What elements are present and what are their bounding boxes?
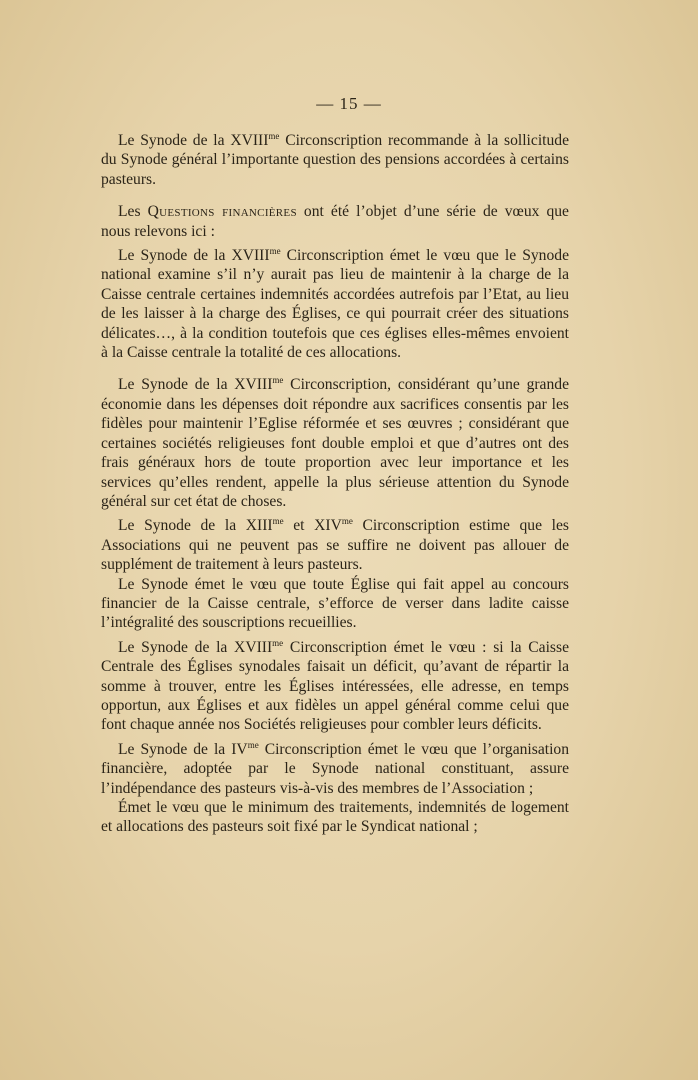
paragraph-deficit bbox=[101, 638, 569, 735]
superscript: me bbox=[272, 637, 284, 648]
paragraph-traitements bbox=[101, 798, 569, 837]
page-number: — 15 — bbox=[316, 94, 382, 113]
text-run: Le Synode de la IV bbox=[118, 740, 248, 758]
superscript: me bbox=[247, 739, 259, 750]
paragraph-associations bbox=[101, 516, 569, 574]
paragraph-questions-intro bbox=[101, 202, 569, 241]
text-run: Circonscription émet le vœu : si la Caisse Centrale des Églises synodales faisait un déficit, qu’avant de répartir la somme à trouver, entre les Églises intéressées, elle adresse, en temps opportun, aux Églises et aux fidèles un appel général comme celui que font chaque année nos Sociétés religieuses pour combler leurs déficits. bbox=[101, 638, 569, 734]
paragraph-souscriptions bbox=[101, 575, 569, 633]
text-run: Le Synode de la XIII bbox=[118, 517, 273, 535]
paragraph-indemnites bbox=[101, 246, 569, 362]
text-run: Le Synode de la XVIII bbox=[118, 638, 273, 656]
small-caps-heading: Questions financières bbox=[147, 203, 297, 221]
text-run: Les bbox=[118, 203, 148, 221]
text-run: ont été l’objet d’une série de vœux que nous relevons ici : bbox=[101, 203, 569, 240]
text-run: Le Synode de la XVIII bbox=[118, 376, 273, 394]
text-run: Circonscription émet le vœu que le Synode national examine s’il n’y aurait pas lieu de maintenir à la charge de la Caisse centrale certaines indemnités accordées autrefois par l’Etat, au lieu de les laisser à la charge des Églises, ce qui pourrait créer des situations délicates…, à la condition toutefois que ces églises elles-mêmes envoient à la Caisse centrale la totalité de ces allocations. bbox=[101, 247, 569, 362]
text-run: Émet le vœu que le minimum des traitements, indemnités de logement et allocations des pasteurs soit fixé par le Syndicat national ; bbox=[101, 799, 569, 836]
paragraph-pensions bbox=[101, 131, 569, 189]
text-run: Le Synode émet le vœu que toute Église qui fait appel au concours financier de la Caisse centrale, s’efforce de verser dans ladite caisse l’intégralité des souscriptions recueillies. bbox=[101, 575, 569, 632]
text-run: Le Synode de la XVIII bbox=[118, 247, 270, 265]
superscript: me bbox=[341, 516, 353, 527]
superscript: me bbox=[272, 516, 284, 527]
paragraph-organisation bbox=[101, 740, 569, 798]
text-body bbox=[101, 131, 569, 837]
paragraph-economie bbox=[101, 375, 569, 511]
text-run: Le Synode de la XVIII bbox=[118, 132, 269, 149]
superscript: me bbox=[268, 131, 280, 141]
text-run: Circonscription recommande à la sollicitude du Synode général l’importante question des pensions accordées à certains pasteurs. bbox=[101, 132, 569, 188]
text-run: Circonscription émet le vœu que l’organisation financière, adoptée par le Synode national constituant, assure l’indépendance des pasteurs vis-à-vis des membres de l’Association ; bbox=[101, 740, 569, 797]
text-run: Circonscription estime que les Associations qui ne peuvent pas se suffire ne doivent pas allouer de supplément de traitement à leurs pasteurs. bbox=[101, 517, 569, 574]
superscript: me bbox=[272, 375, 284, 386]
superscript: me bbox=[269, 246, 281, 257]
text-run: Circonscription, considérant qu’une grande économie dans les dépenses doit répondre aux sacrifices consentis par les fidèles pour maintenir l’Eglise réformée et ses œuvres ; considérant que certaines sociétés religieuses font double emploi et que d’autres ont des frais généraux hors de toute proportion avec leur importance et les services qu’elles rendent, appelle la plus sérieuse attention du Synode général sur cet état de choses. bbox=[101, 376, 569, 510]
text-run: et XIV bbox=[283, 517, 342, 535]
